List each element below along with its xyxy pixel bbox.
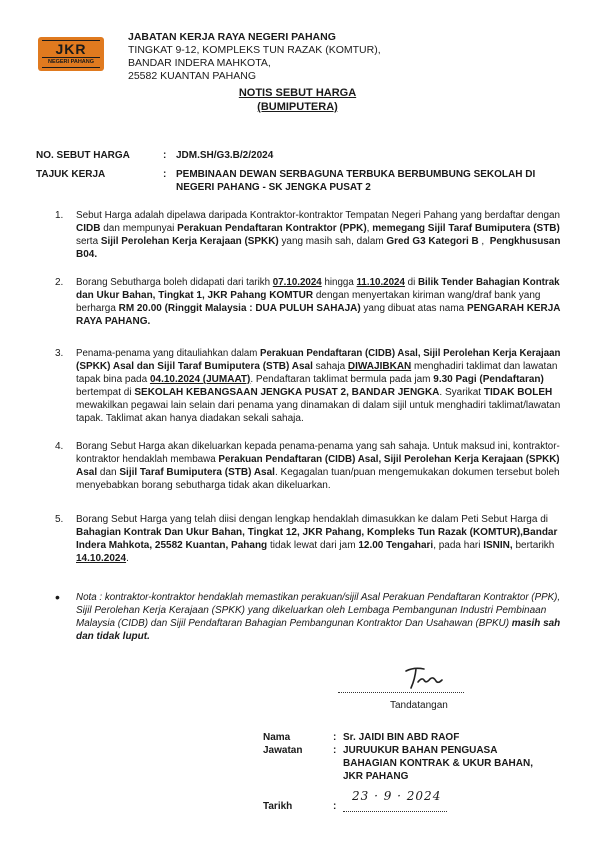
paragraph-line [76,466,560,479]
text-run: dan tidak luput. [76,631,150,642]
text-run: 9.30 Pagi (Pendaftaran) [433,374,544,385]
text-run: menyebabkan borang sebutharga tidak akan dikeluarkan. [76,480,331,491]
jawatan-line-3: JKR PAHANG [343,771,409,782]
paragraph-line [76,315,560,328]
paragraph-line [76,235,561,248]
address-line: TINGKAT 9-12, KOMPLEKS TUN RAZAK (KOMTUR), [128,44,381,56]
paragraph-line [76,617,561,630]
paragraph-line [76,526,560,539]
colon: : [333,801,337,812]
text-run: CIDB [76,223,101,234]
text-run: Perakuan Pendaftaran (CIDB) Asal, Sijil Perolehan Kerja Kerajaan (SPKK) [218,454,560,465]
text-run: . Pendaftaran taklimat bermula pada jam [250,374,434,385]
paragraph-line [76,479,560,492]
paragraph-1 [76,209,560,261]
paragraph-line [76,360,560,373]
text-run: PENGARAH KERJA [466,303,561,314]
no-sebut-harga-label: NO. SEBUT HARGA [36,150,130,161]
text-run: . Syarikat [439,387,484,398]
tarikh-value: 23 · 9 · 2024 [352,789,442,803]
tajuk-kerja-line-1: PEMBINAAN DEWAN SERBAGUNA TERBUKA BERBUMBUNG SEKOLAH DI [176,169,536,180]
tandatangan-label: Tandatangan [390,700,448,711]
text-run: Pengkhususan [489,236,561,247]
text-run: dan Ukur Bahan, Tingkat 1, JKR Pahang KOMTUR [76,290,314,301]
text-run: 04.10.2024 (JUMAAT) [149,374,251,385]
address-line: 25582 KUANTAN PAHANG [128,70,256,82]
text-run: Perakuan Pendaftaran (CIDB) Asal, Sijil Perolehan Kerja Kerajaan [260,348,561,359]
text-run: TIDAK BOLEH [483,387,553,398]
paragraph-line [76,209,561,222]
text-run: Perakuan Pendaftaran Kontraktor (PPK) [177,223,367,234]
text-run: RM 20.00 (Ringgit Malaysia : DUA PULUH SAHAJA) [118,303,361,314]
paragraph-2 [76,276,560,328]
text-run: , pada hari [433,540,484,551]
text-run: menghadiri taklimat dan lawatan [411,361,558,372]
text-run: masih sah [511,618,561,629]
title-line-2: (BUMIPUTERA) [257,101,338,113]
text-run: Gred G3 Kategori B [386,236,479,247]
jawatan-line-1: JURUUKUR BAHAN PENGUASA [343,745,498,756]
text-run: (SPKK) Asal dan Sijil Taraf Bumiputera (STB) Asal [76,361,313,372]
text-run: Sebut Harga adalah dipelawa daripada Kontraktor-kontraktor Tempatan Negeri Pahang yang berdaftar dengan [76,210,561,221]
text-run: ISNIN, [483,540,513,551]
text-run: 07.10.2024 [272,277,322,288]
notice-title [0,86,595,114]
handwritten-signature [402,665,446,691]
paragraph-line [76,276,560,289]
text-run: tapak bina pada [76,374,150,385]
text-run: , [366,223,373,234]
text-run: RAYA PAHANG. [76,316,151,327]
paragraph-line [76,440,560,453]
text-run: B04. [76,249,98,260]
text-run: kontraktor hendaklah membawa [76,454,219,465]
letterhead-address [128,31,381,83]
no-sebut-harga-value: JDM.SH/G3.B/2/2024 [176,150,274,161]
paragraph-line [76,373,560,386]
paragraph-number: 1. [55,210,64,221]
jawatan-line-2: BAHAGIAN KONTRAK & UKUR BAHAN, [343,758,533,769]
text-run: Borang Sebut Harga akan dikeluarkan kepada penama-penama yang sah sahaja. Untuk maksud ini, kontraktor- [76,441,560,452]
text-run: Borang Sebut Harga yang telah diisi dengan lengkap hendaklah dimasukkan ke dalam Peti Sebut Harga di [76,514,548,525]
colon: : [333,732,337,743]
text-run: Bahagian Kontrak Dan Ukur Bahan, Tingkat 12, JKR Pahang, Kompleks Tun Razak (KOMTUR),Bandar [76,527,558,538]
text-run: Penama-penama yang ditauliahkan dalam [76,348,261,359]
paragraph-number: 4. [55,441,64,452]
text-run: serta [76,236,101,247]
signature-line [338,692,464,693]
tarikh-label: Tarikh [263,801,293,812]
text-run: Bilik Tender Bahagian Kontrak [417,277,560,288]
title-line-1: NOTIS SEBUT HARGA [238,87,357,99]
text-run: bertempat di [76,387,135,398]
text-run: tapak. Taklimat akan hanya diadakan sekali sahaja. [76,413,304,424]
paragraph-line [76,248,560,261]
logo-text: JKR [55,41,87,57]
nama-label: Nama [263,732,291,743]
paragraph-line [76,591,561,604]
paragraph-3 [76,347,560,425]
text-run: 11.10.2024 [356,277,405,288]
note-paragraph [76,591,560,643]
text-run: Borang Sebutharga boleh didapati dari tarikh [76,277,273,288]
text-run: bertarikh [512,540,555,551]
text-run: Nota : kontraktor-kontraktor hendaklah memastikan perakuan/sijil Asal Perakuan Pendaftaran Kontraktor (PPK), [76,592,561,603]
paragraph-number: 5. [55,514,64,525]
text-run: yang dibuat atas nama [360,303,467,314]
text-run: DIWAJIBKAN [347,361,412,372]
tajuk-kerja-line-2: NEGERI PAHANG - SK JENGKA PUSAT 2 [176,182,371,193]
paragraph-line [76,630,560,643]
colon: : [163,169,167,180]
text-run: mewakilkan pegawai lain selain dari penama yang dinamakan di dalam sijil untuk menghadiri taklimat/lawatan [76,400,561,411]
text-run: dan [97,467,120,478]
paragraph-line [76,412,560,425]
text-run: dan mempunyai [100,223,178,234]
paragraph-line [76,347,561,360]
text-run: Sijil Perolehan Kerja Kerajaan (SPKK) [100,236,279,247]
colon: : [163,150,167,161]
logo-subtext: NEGERI PAHANG [47,59,95,65]
tarikh-line [343,811,447,812]
paragraph-line [76,453,560,466]
paragraph-line [76,302,561,315]
text-run: Sijil Perolehan Kerja Kerajaan (SPKK) yang dikeluarkan oleh Lembaga Pembangunan Industri Pembinaan [76,605,547,616]
text-run: , [478,236,490,247]
org-name: JABATAN KERJA RAYA NEGERI PAHANG [128,31,336,43]
text-run: Malaysia (CIDB) dan Sijil Pendaftaran Bahagian Pembangunan Kontraktor Dan Usahawan (BPKU) [76,618,512,629]
paragraph-line [76,539,560,552]
text-run: di [404,277,418,288]
paragraph-line [76,222,560,235]
text-run: 12.00 Tengahari [358,540,434,551]
text-run: yang masih sah, dalam [278,236,387,247]
note-bullet: • [55,589,60,605]
text-run: berharga [76,303,119,314]
paragraph-5 [76,513,560,565]
tajuk-kerja-label: TAJUK KERJA [36,169,106,180]
text-run: memegang Sijil Taraf Bumiputera (STB) [372,223,560,234]
paragraph-line [76,513,560,526]
text-run: SEKOLAH KEBANGSAAN JENGKA PUSAT 2, BANDAR JENGKA [134,387,440,398]
colon: : [333,745,337,756]
jkr-logo [38,37,104,71]
paragraph-number: 3. [55,348,64,359]
text-run: Indera Mahkota, 25582 Kuantan, Pahang [76,540,268,551]
text-run: . [126,553,129,564]
text-run: dengan menyertakan kiriman wang/draf bank yang [313,290,541,301]
text-run: Asal [76,467,98,478]
paragraph-line [76,552,560,565]
jawatan-label: Jawatan [263,745,303,756]
paragraph-line [76,604,560,617]
text-run: tidak lewat dari jam [267,540,359,551]
paragraph-line [76,399,559,412]
paragraph-number: 2. [55,277,64,288]
nama-value: Sr. JAIDI BIN ABD RAOF [343,732,460,743]
paragraph-line [76,289,560,302]
text-run: Sijil Taraf Bumiputera (STB) Asal [119,467,275,478]
text-run: 14.10.2024 [76,553,127,564]
text-run: hingga [321,277,357,288]
text-run: . Kegagalan tuan/puan mengemukakan dokumen tersebut boleh [274,467,560,478]
address-line: BANDAR INDERA MAHKOTA, [128,57,271,69]
paragraph-line [76,386,560,399]
text-run: sahaja [312,361,348,372]
paragraph-4 [76,440,560,492]
